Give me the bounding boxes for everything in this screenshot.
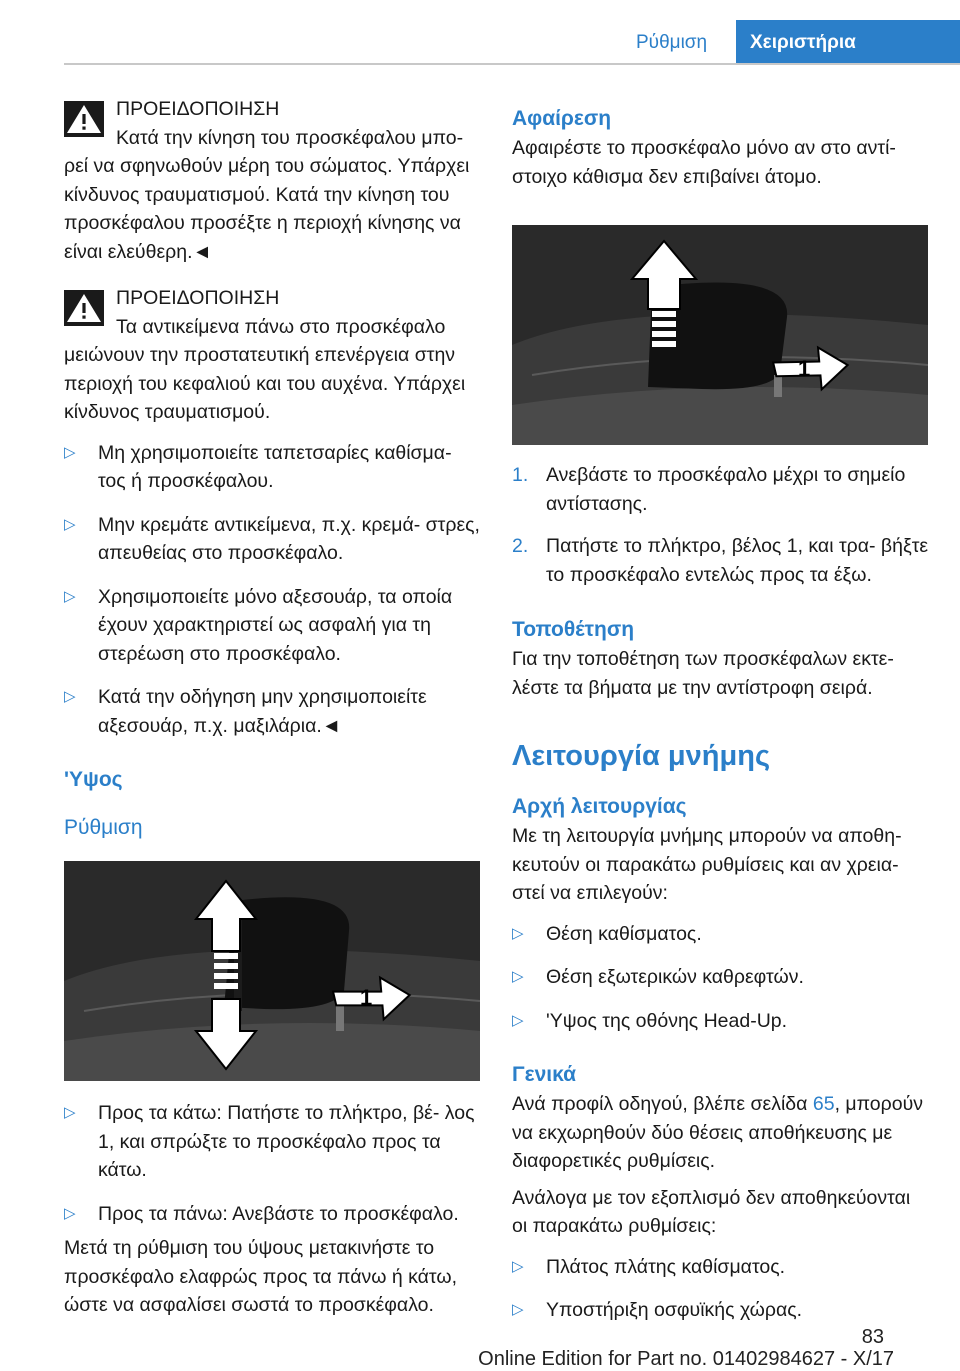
triangle-bullet-icon: ▷ xyxy=(512,968,524,985)
warning-block xyxy=(64,284,482,427)
triangle-bullet-icon: ▷ xyxy=(64,1104,76,1121)
list-item: ▷ 'Υψος της οθόνης Head-Up. xyxy=(512,1007,930,1036)
list-item: ▷ Προς τα κάτω: Πατήστε το πλήκτρο, βέ‐ λος 1, και σπρώξτε το προσκέφαλο προς τα κάτω. xyxy=(64,1099,482,1185)
warning-bullet-list xyxy=(64,439,482,741)
edition-note: Online Edition for Part no. 01402984627 - X/17 xyxy=(478,1348,894,1370)
list-item: ▷ Μην κρεμάτε αντικείμενα, π.χ. κρεμά‐ στρες, απευθείας στο προσκέφαλο. xyxy=(64,511,482,568)
paragraph: Με τη λειτουργία μνήμης μπορούν να αποθη‐ κευτούν οι παρακάτω ρυθμίσεις και αν χρεια‐ στεί να επιλεγούν: xyxy=(512,825,902,904)
warning-block xyxy=(64,95,482,266)
list-item: ▷ Προς τα πάνω: Ανεβάστε το προσκέφαλο. xyxy=(64,1200,482,1229)
section-heading: 'Υψος xyxy=(64,768,123,791)
list-item: ▷ Θέση καθίσματος. xyxy=(512,920,930,949)
list-item: ▷ Υποστήριξη οσφυϊκής χώρας. xyxy=(512,1296,930,1325)
list-item: ▷ Κατά την οδήγηση μην χρησιμοποιείτε αξεσουάρ, π.χ. μαξιλάρια.◄ xyxy=(64,683,482,740)
triangle-bullet-icon: ▷ xyxy=(64,1204,76,1222)
list-item: ▷ Θέση εξωτερικών καθρεφτών. xyxy=(512,963,930,992)
header-divider xyxy=(64,63,960,65)
paragraph: Ανάλογα με τον εξοπλισμό δεν αποθηκεύονται οι παρακάτω ρυθμίσεις: xyxy=(512,1186,911,1237)
paragraph: Ανά προφίλ οδηγού, βλέπε σελίδα 65, μπορούν να εκχωρηθούν δύο θέσεις αποθήκευσης με διαφορετικές ρυθμίσεις. xyxy=(512,1093,924,1172)
triangle-bullet-icon: ▷ xyxy=(64,515,76,533)
paragraph: Για την τοποθέτηση των προσκέφαλων εκτε‐ λέστε τα βήματα με την αντίστροφη σειρά. xyxy=(512,648,894,699)
section-heading: Γενικά xyxy=(512,1063,577,1086)
warning-text: Τα αντικείμενα πάνω στο προσκέφαλο μειώνουν την προστατευτική επενέργεια στην περιοχή του κεφαλιού και του αυχένα. Υπάρχει κίνδυνος τραυματισμού. xyxy=(64,315,466,423)
page-number: 83 xyxy=(861,1326,884,1348)
callout-label: 1 xyxy=(360,985,373,1010)
list-item: 2. Πατήστε το πλήκτρο, βέλος 1, και τρα‐ βήξτε το προσκέφαλο εντελώς προς τα έξω. xyxy=(512,535,929,586)
triangle-bullet-icon: ▷ xyxy=(512,1257,524,1275)
callout-label: 1 xyxy=(798,356,811,381)
triangle-bullet-icon: ▷ xyxy=(64,443,76,461)
triangle-bullet-icon: ▷ xyxy=(64,587,76,605)
adjust-bullet-list xyxy=(64,1099,482,1228)
chapter-heading: Λειτουργία μνήμης xyxy=(512,740,771,772)
triangle-bullet-icon: ▷ xyxy=(512,924,524,942)
removal-steps xyxy=(512,461,930,589)
memory-bullet-list xyxy=(512,920,930,1036)
headrest-removal-photo xyxy=(512,225,928,445)
paragraph: Αφαιρέστε το προσκέφαλο μόνο αν στο αντί‐ στοιχο κάθισμα δεν επιβαίνει άτομο. xyxy=(512,137,896,188)
list-item: ▷ Χρησιμοποιείτε μόνο αξεσουάρ, τα οποία έχουν χαρακτηριστεί ως ασφαλή για τη στερέωση στο προσκέφαλο. xyxy=(64,583,482,669)
warning-text: Κατά την κίνηση του προσκέφαλου μπο‐ ρεί να σφηνωθούν μέρη του σώματος. Υπάρχει κίνδυνος τραυματισμού. Κατά την κίνηση του προσκέφαλου προσέξτε η περιοχή κίνησης να είναι ελεύθερη.◄ xyxy=(64,126,470,263)
section-heading: Αρχή λειτουργίας xyxy=(512,795,687,818)
warning-title: ΠΡΟΕΙΔΟΠΟΙΗΣΗ xyxy=(116,98,280,120)
list-item: ▷ Μη χρησιμοποιείτε ταπετσαρίες καθίσμα‐ τος ή προσκέφαλου. xyxy=(64,439,482,496)
warning-title: ΠΡΟΕΙΔΟΠΟΙΗΣΗ xyxy=(116,287,280,309)
breadcrumb: Ρύθμιση xyxy=(636,32,708,53)
triangle-bullet-icon: ▷ xyxy=(512,1301,524,1318)
page-header xyxy=(0,20,960,64)
right-column xyxy=(512,104,930,1340)
page-link[interactable]: 65 xyxy=(812,1093,835,1115)
general-bullet-list xyxy=(512,1253,930,1325)
section-heading: Τοποθέτηση xyxy=(512,618,635,641)
triangle-bullet-icon: ▷ xyxy=(512,1011,524,1029)
headrest-photo xyxy=(64,861,480,1081)
left-column xyxy=(64,95,482,1320)
subsection-heading: Ρύθμιση xyxy=(64,816,143,839)
warning-icon xyxy=(64,290,104,326)
triangle-bullet-icon: ▷ xyxy=(64,688,76,705)
list-item: 1. Ανεβάστε το προσκέφαλο μέχρι το σημείο αντίστασης. xyxy=(512,464,906,515)
list-item: ▷ Πλάτος πλάτης καθίσματος. xyxy=(512,1253,930,1282)
warning-icon xyxy=(64,101,104,137)
section-heading: Αφαίρεση xyxy=(512,107,612,130)
section-tab: Χειριστήρια xyxy=(736,20,960,64)
paragraph: Μετά τη ρύθμιση του ύψους μετακινήστε το προσκέφαλο ελαφρώς προς τα πάνω ή κάτω, ώστε να ασφαλίσει σωστά το προσκέφαλο. xyxy=(64,1237,457,1316)
